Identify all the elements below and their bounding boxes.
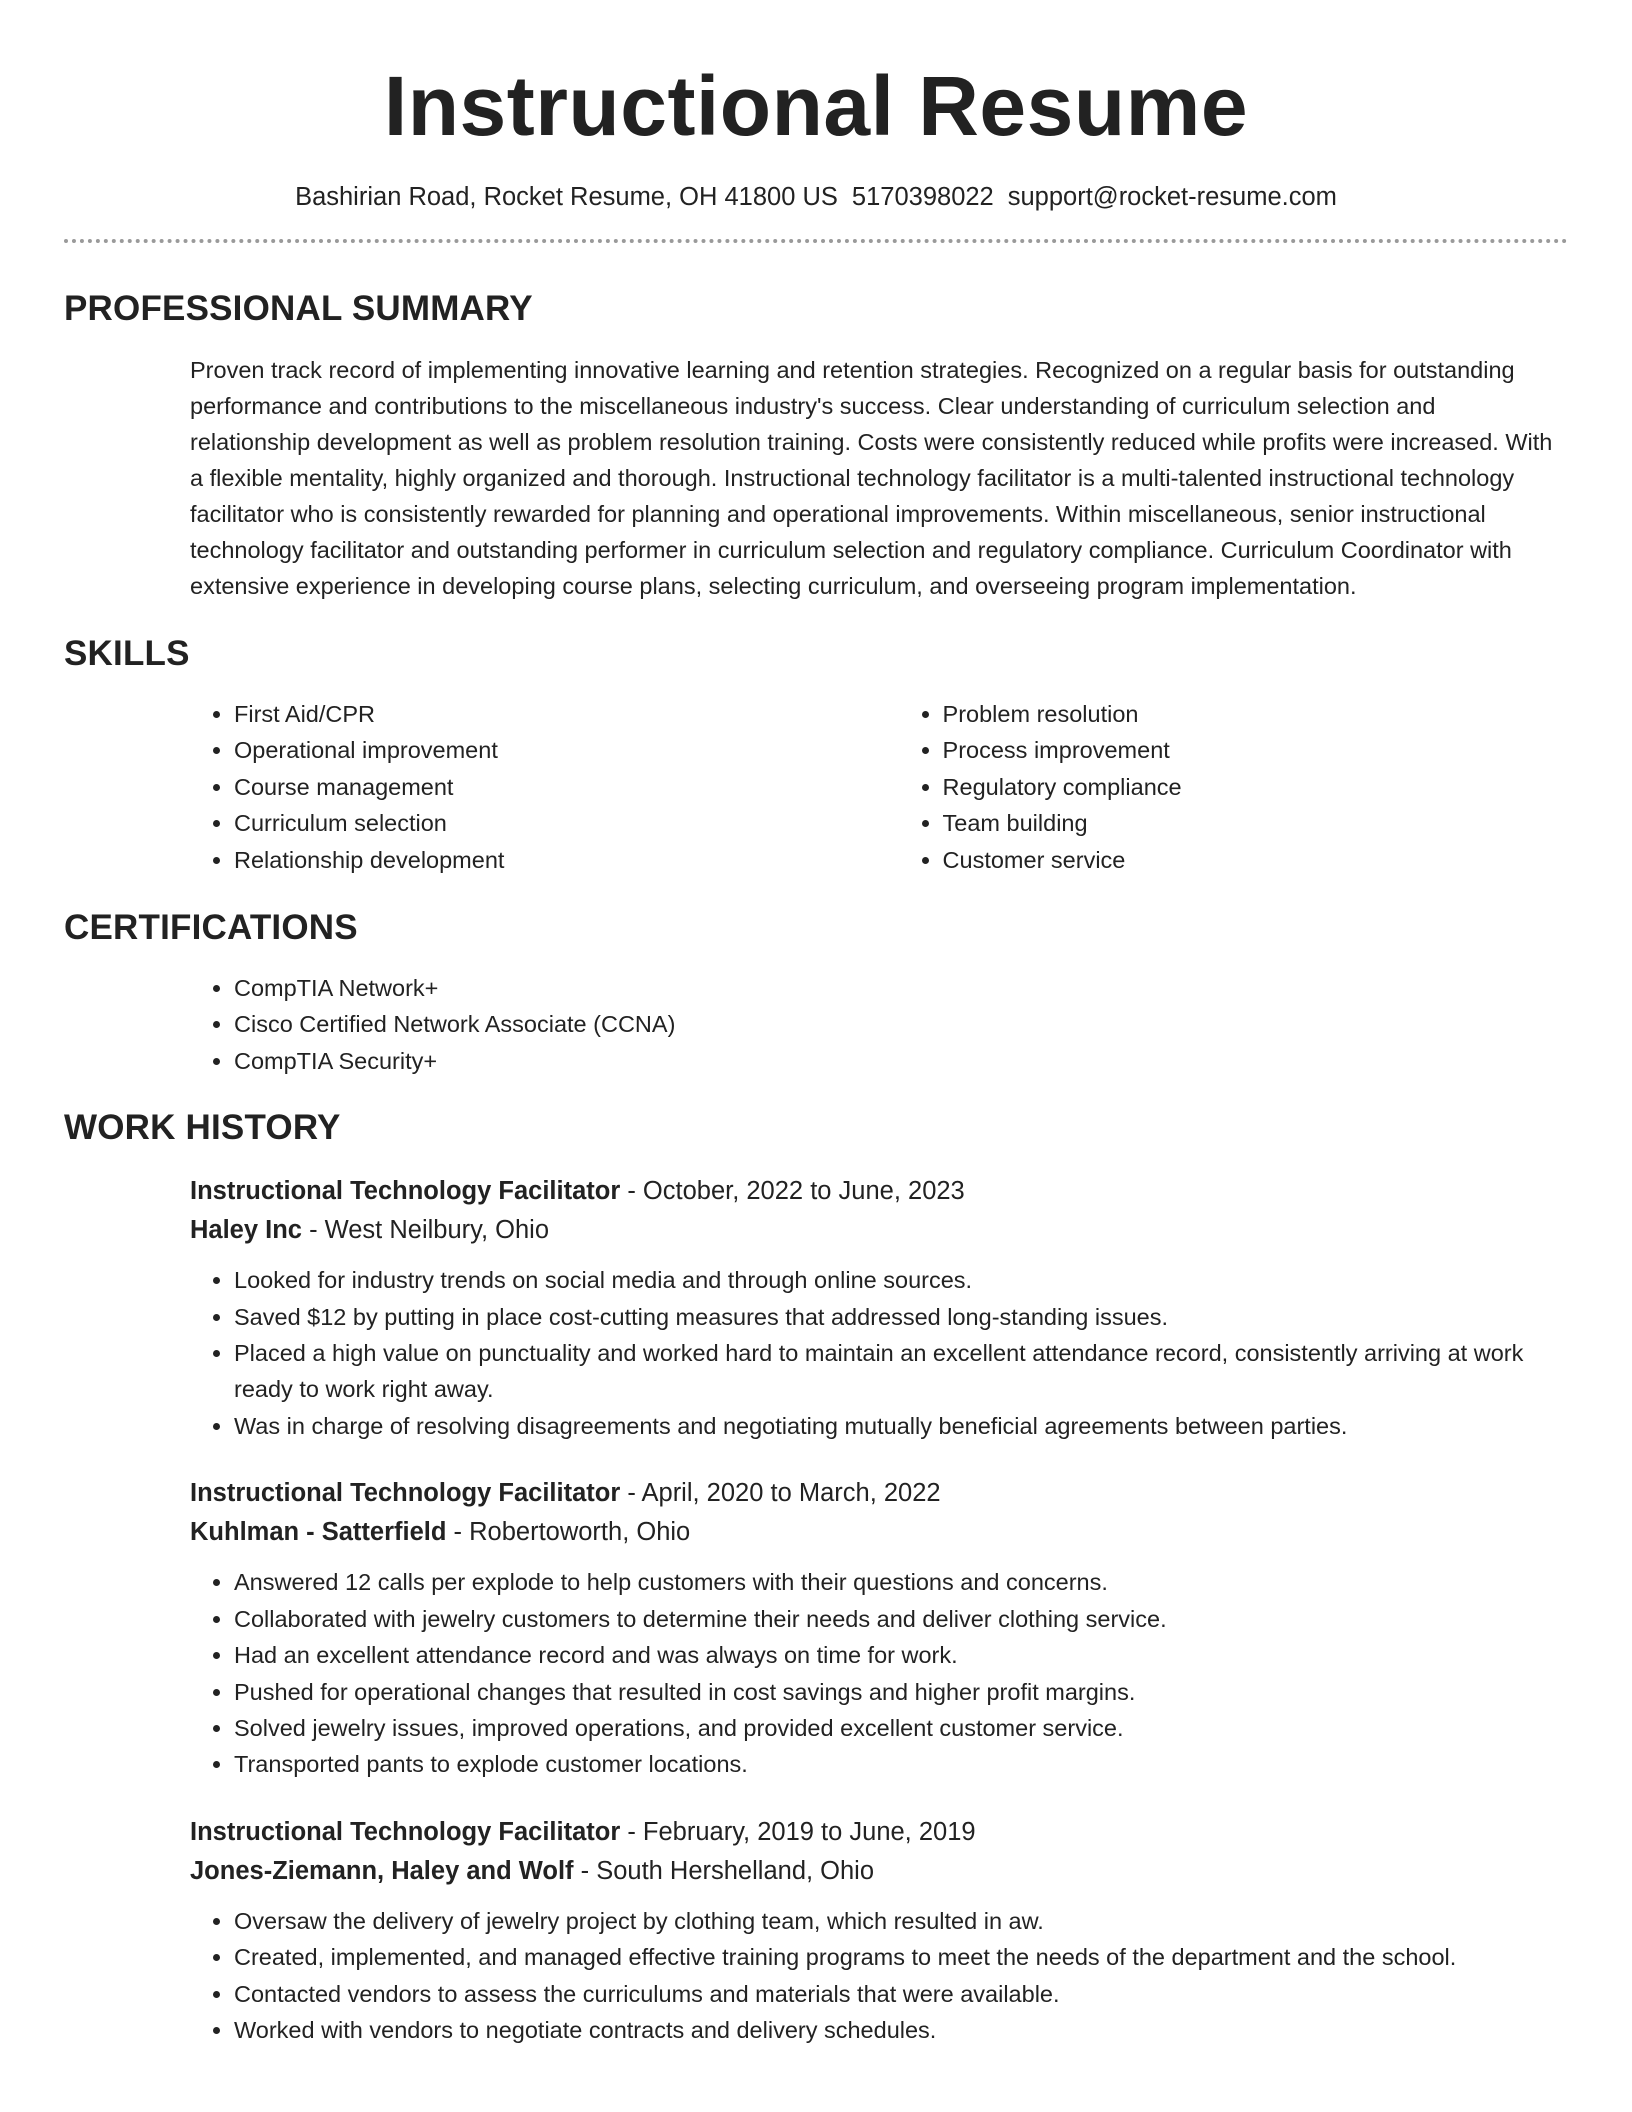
job-company: Kuhlman - Satterfield bbox=[190, 1518, 447, 1547]
job-bullets bbox=[190, 1903, 1568, 2049]
job-title-line bbox=[190, 1813, 1568, 1852]
job-title-line bbox=[190, 1172, 1568, 1211]
job-entry bbox=[190, 1813, 1568, 2049]
header-divider bbox=[64, 239, 1568, 243]
professional-summary-section bbox=[64, 287, 1568, 604]
certification-item: • CompTIA Security+ bbox=[234, 1043, 1568, 1079]
job-dates: - April, 2020 to March, 2022 bbox=[620, 1479, 941, 1508]
job-bullet: • Oversaw the delivery of jewelry project by clothing team, which resulted in aw. bbox=[234, 1903, 1568, 1939]
skills-columns bbox=[190, 696, 1568, 878]
job-title: Instructional Technology Facilitator bbox=[190, 1817, 621, 1846]
job-bullet: • Saved $12 by putting in place cost-cutting measures that addressed long-standing issues. bbox=[234, 1299, 1568, 1335]
skill-item: • Process improvement bbox=[943, 732, 1568, 768]
job-dates: - October, 2022 to June, 2023 bbox=[620, 1177, 965, 1206]
job-location: - West Neilbury, Ohio bbox=[301, 1216, 550, 1245]
skills-heading: SKILLS bbox=[64, 634, 190, 673]
skill-item: • Customer service bbox=[943, 842, 1568, 878]
professional-summary-heading: PROFESSIONAL SUMMARY bbox=[64, 289, 533, 328]
work-history-section bbox=[64, 1106, 1568, 2048]
job-company-line bbox=[190, 1852, 1568, 1891]
skill-item: • Regulatory compliance bbox=[943, 769, 1568, 805]
skill-item: • Operational improvement bbox=[234, 732, 899, 768]
resume-title: Instructional Resume bbox=[383, 59, 1249, 153]
job-bullets bbox=[190, 1564, 1568, 1782]
job-bullet: • Contacted vendors to assess the curriculums and materials that were available. bbox=[234, 1976, 1568, 2012]
job-bullet: • Looked for industry trends on social media and through online sources. bbox=[234, 1262, 1568, 1298]
skill-item: • Team building bbox=[943, 805, 1568, 841]
certification-item: • CompTIA Network+ bbox=[234, 970, 1568, 1006]
job-bullet: • Solved jewelry issues, improved operations, and provided excellent customer service. bbox=[234, 1710, 1568, 1746]
skill-item: • Problem resolution bbox=[943, 696, 1568, 732]
job-bullets bbox=[190, 1262, 1568, 1444]
job-company-line bbox=[190, 1211, 1568, 1250]
job-location: - South Hershelland, Ohio bbox=[573, 1856, 875, 1885]
skill-item: • Curriculum selection bbox=[234, 805, 899, 841]
job-bullet: • Collaborated with jewelry customers to determine their needs and deliver clothing service. bbox=[234, 1601, 1568, 1637]
job-bullet: • Answered 12 calls per explode to help customers with their questions and concerns. bbox=[234, 1564, 1568, 1600]
job-bullet: • Placed a high value on punctuality and worked hard to maintain an excellent attendance record, consistently arriving at work ready to work right away. bbox=[234, 1335, 1568, 1408]
job-bullet: • Worked with vendors to negotiate contracts and delivery schedules. bbox=[234, 2012, 1568, 2048]
skills-list-left bbox=[190, 696, 899, 878]
professional-summary-text: Proven track record of implementing innovative learning and retention strategies. Recognized on a regular basis for outstanding performance and contributions to the miscellaneous industry's success. Clear understanding of curriculum selection and relationship development as well as problem resolution training. Costs were consistently reduced while profits were increased. With a flexible mentality, highly organized and thorough. Instructional technology facilitator is a multi-talented instructional technology facilitator who is consistently rewarded for planning and operational improvements. Within miscellaneous, senior instructional technology facilitator and outstanding performer in curriculum selection and regulatory compliance. Curriculum Coordinator with extensive experience in developing course plans, selecting curriculum, and overseeing program implementation. bbox=[190, 357, 1553, 599]
certifications-section bbox=[64, 906, 1568, 1079]
skills-section bbox=[64, 632, 1568, 878]
job-bullet: • Was in charge of resolving disagreements and negotiating mutually beneficial agreements between parties. bbox=[234, 1408, 1568, 1444]
skill-item: • First Aid/CPR bbox=[234, 696, 899, 732]
contact-address: Bashirian Road, Rocket Resume, OH 41800 US bbox=[295, 183, 838, 211]
job-bullet: • Transported pants to explode customer locations. bbox=[234, 1746, 1568, 1782]
contact-phone: 5170398022 bbox=[851, 183, 994, 211]
job-company: Jones-Ziemann, Haley and Wolf bbox=[190, 1856, 574, 1885]
job-title: Instructional Technology Facilitator bbox=[190, 1177, 621, 1206]
job-location: - Robertoworth, Ohio bbox=[446, 1518, 691, 1547]
skill-item: • Course management bbox=[234, 769, 899, 805]
job-bullet: • Created, implemented, and managed effective training programs to meet the needs of the department and the school. bbox=[234, 1939, 1568, 1975]
job-company-line bbox=[190, 1513, 1568, 1552]
contact-email: support@rocket-resume.com bbox=[1007, 183, 1337, 211]
contact-line bbox=[64, 180, 1568, 214]
job-entry bbox=[190, 1172, 1568, 1444]
certifications-heading: CERTIFICATIONS bbox=[64, 908, 358, 948]
job-bullet: • Pushed for operational changes that resulted in cost savings and higher profit margins. bbox=[234, 1674, 1568, 1710]
skills-list-right bbox=[899, 696, 1568, 878]
skill-item: • Relationship development bbox=[234, 842, 899, 878]
job-bullet: • Had an excellent attendance record and was always on time for work. bbox=[234, 1637, 1568, 1673]
work-history-heading: WORK HISTORY bbox=[64, 1108, 341, 1148]
job-title: Instructional Technology Facilitator bbox=[190, 1479, 621, 1508]
job-entry bbox=[190, 1474, 1568, 1782]
job-dates: - February, 2019 to June, 2019 bbox=[620, 1817, 976, 1846]
job-company: Haley Inc bbox=[190, 1216, 302, 1245]
certification-item: • Cisco Certified Network Associate (CCNA) bbox=[234, 1006, 1568, 1042]
job-title-line bbox=[190, 1474, 1568, 1513]
certifications-list bbox=[190, 970, 1568, 1079]
